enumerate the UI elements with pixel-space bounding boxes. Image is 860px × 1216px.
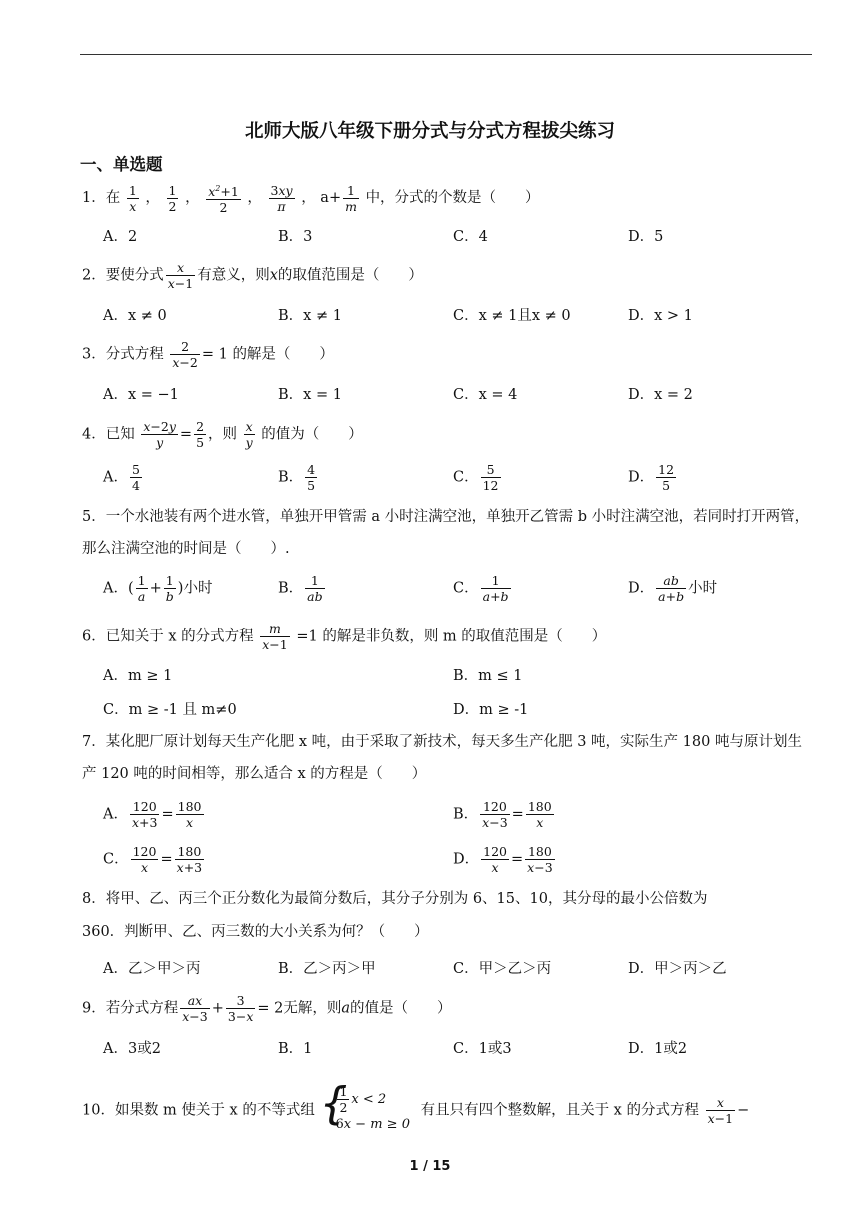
fraction: $\frac{x}{y}$ — [245, 419, 253, 450]
q9-option-b: B．1 — [278, 1041, 313, 1057]
fraction: $\frac{x-2y}{y}$ — [143, 419, 176, 450]
q7-option-c: C． $\frac{120}{x}$ = $\frac{180}{x+3}$ — [103, 844, 203, 875]
q6-option-d: D．m ≥ -1 — [453, 702, 529, 718]
q7-option-d: D． $\frac{120}{x}$ = $\frac{180}{x-3}$ — [453, 844, 553, 875]
header-rule — [80, 54, 812, 55]
fraction: $\frac{3xy}{\pi}$ — [270, 182, 293, 214]
q2-option-a: A．x ≠ 0 — [103, 308, 167, 324]
question-5: 5．一个水池装有两个进水管，单独开甲管需 a 小时注满空池，单独开乙管需 b 小时注满空池，若同时打开两管，那么注满空池的时间是（ ）. — [82, 509, 810, 557]
q3-option-c: C．x = 4 — [453, 387, 518, 403]
q3-option-a: A．x = −1 — [103, 387, 179, 403]
q1-text: 1．在 — [82, 190, 121, 207]
question-4: 4．已知 $\frac{x-2y}{y}$ = $\frac{2}{5}$ ，则 $\frac{x}{y}$ 的值为（ ） — [82, 419, 363, 450]
fraction: $\frac{2}{x-2}$ — [172, 339, 198, 370]
q4-option-b: B． $\frac{4}{5}$ — [278, 462, 316, 493]
fraction: $\frac{1}{2}$ — [168, 182, 177, 214]
question-3: 3．分式方程 $\frac{2}{x-2}$ = 1 的解是（ ） — [82, 339, 334, 370]
q5-option-a: A．( $\frac{1}{a}$ + $\frac{1}{b}$ )小时 — [103, 573, 213, 604]
q6-option-c: C．m ≥ -1 且 m≠0 — [103, 702, 237, 718]
q6-option-b: B．m ≤ 1 — [453, 668, 523, 684]
q2-option-b: B．x ≠ 1 — [278, 308, 342, 324]
q5-option-c: C． $\frac{1}{a+b}$ — [453, 573, 509, 604]
fraction: $\frac{x}{x-1}$ — [167, 260, 194, 291]
q2-option-c: C．x ≠ 1且x ≠ 0 — [453, 308, 571, 324]
fraction: $\frac{3}{3-x}$ — [227, 993, 254, 1024]
q8-option-b: B．乙＞丙＞甲 — [278, 961, 376, 977]
q5-option-d: D． $\frac{ab}{a+b}$ 小时 — [628, 573, 718, 604]
question-9: 9．若分式方程 $\frac{ax}{x-3}$ + $\frac{3}{3-x}$ = 2无解，则a的值是（ ） — [82, 993, 452, 1024]
q9-option-d: D．1或2 — [628, 1041, 688, 1057]
fraction: $\frac{1}{x}$ — [128, 182, 137, 214]
question-8-line-2: 360．判断甲、乙、丙三数的大小关系为何？（ ） — [82, 924, 429, 940]
q4-option-c: C． $\frac{5}{12}$ — [453, 462, 499, 493]
q2-option-d: D．x > 1 — [628, 308, 693, 324]
question-6: 6．已知关于 x 的分式方程 $\frac{m}{x-1}$ =1 的解是非负数，则 m 的取值范围是（ ） — [82, 621, 607, 652]
q9-option-c: C．1或3 — [453, 1041, 512, 1057]
inequality-system: { $\frac{1}{2}$ x < 2 6x − m ≥ 0 — [325, 1085, 410, 1136]
page-number: 1 / 15 — [409, 1159, 451, 1174]
document-title: 北师大版八年级下册分式与分式方程拔尖练习 — [244, 121, 615, 142]
q7-option-b: B． $\frac{120}{x-3}$ = $\frac{180}{x}$ — [453, 799, 552, 830]
q1-option-a: A．2 — [103, 229, 138, 245]
fraction: $\frac{x}{x-1}$ — [707, 1095, 734, 1126]
q9-option-a: A．3或2 — [103, 1041, 161, 1057]
q8-option-d: D．甲＞丙＞乙 — [628, 961, 727, 977]
fraction: $\frac{m}{x-1}$ — [262, 621, 288, 652]
q7-option-a: A． $\frac{120}{x+3}$ = $\frac{180}{x}$ — [103, 799, 202, 830]
q4-option-d: D． $\frac{12}{5}$ — [628, 462, 675, 493]
fraction: $\frac{2}{5}$ — [196, 419, 205, 450]
question-8-line-1: 8．将甲、乙、丙三个正分数化为最简分数后，其分子分别为 6、15、10，其分母的最小公倍数为 — [82, 891, 708, 907]
q5-option-b: B． $\frac{1}{ab}$ — [278, 573, 323, 604]
fraction: $\frac{1}{m}$ — [345, 182, 357, 214]
q3-option-b: B．x = 1 — [278, 387, 342, 403]
question-1: 1．在 $\frac{1}{x}$ ， $\frac{1}{2}$ ， $\frac{x^2+1}{2}$ ， $\frac{3xy}{\pi}$ ， a+ $\frac{1}{m}$ 中，分式的个数是（ ） — [82, 182, 540, 216]
question-2: 2．要使分式 $\frac{x}{x-1}$ 有意义，则x的取值范围是（ ） — [82, 260, 423, 291]
q1-option-d: D．5 — [628, 229, 664, 245]
question-7: 7．某化肥厂原计划每天生产化肥 x 吨，由于采取了新技术，每天多生产化肥 3 吨，实际生产 180 吨与原计划生产 120 吨的时间相等，那么适合 x 的方程是（ ） — [82, 734, 802, 782]
q1-option-c: C．4 — [453, 229, 488, 245]
q8-option-c: C．甲＞乙＞丙 — [453, 961, 552, 977]
q1-option-b: B．3 — [278, 229, 313, 245]
fraction: $\frac{ax}{x-3}$ — [182, 993, 208, 1024]
q8-option-a: A．乙＞甲＞丙 — [103, 961, 201, 977]
fraction: $\frac{x^2+1}{2}$ — [208, 184, 239, 216]
q6-option-a: A．m ≥ 1 — [103, 668, 173, 684]
question-10: 10．如果数 m 使关于 x 的不等式组 { $\frac{1}{2}$ x < 2 6x − m ≥ 0 有且只有四个整数解，且关于 x 的分式方程 $\frac{x}{x-1}$ − — [82, 1085, 749, 1136]
section-heading: 一、单选题 — [80, 155, 163, 174]
q4-option-a: A． $\frac{5}{4}$ — [103, 462, 140, 493]
q3-option-d: D．x = 2 — [628, 387, 693, 403]
